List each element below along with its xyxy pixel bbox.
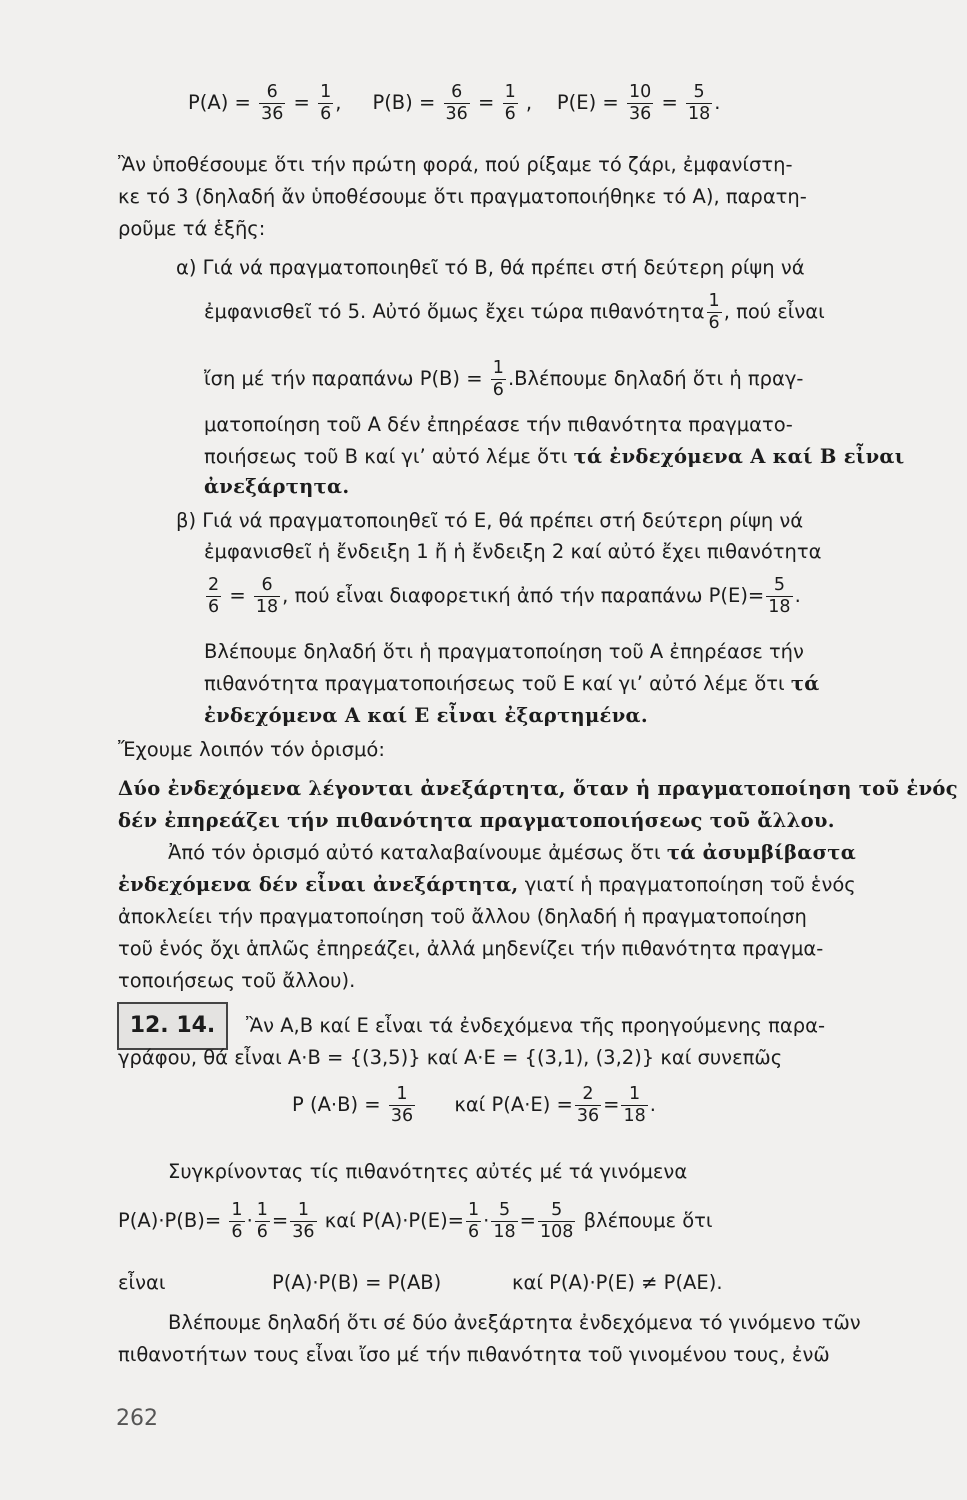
definition-line-1: Δύο ἐνδεχόμενα λέγονται ἀνεξάρτητα, ὅταν ἡ πραγματοποίηση τοῦ ἑνός (118, 777, 958, 800)
beta-line-6: ἐνδεχόμενα A καί E εἶναι ἐξαρτημένα. (204, 704, 648, 727)
section-line-2: γράφου, θά εἶναι A·B = {(3,5)} καί A·E = {(3,1), (3,2)} καί συνεπῶς (118, 1046, 783, 1069)
products-line: P(A)·P(B)= $\frac{1}{6}$ · $\frac{1}{6}$ = $\frac{1}{36}$ καί P(A)·P(E)= $\frac{1}{6}$ · $\frac{5}{18}$ = $\frac{5}{108}$ βλέπουμε ὅτι (118, 1200, 713, 1242)
section-line-1: Ἂν A,B καί E εἶναι τά ἐνδεχόμενα τῆς προηγούμενης παρα- (246, 1014, 826, 1037)
alpha-line-1: α) Γιά νά πραγματοποιηθεῖ τό B, θά πρέπει στή δεύτερη ρίψη νά (176, 256, 805, 279)
consequence-line-2: ἐνδεχόμενα δέν εἶναι ἀνεξάρτητα, γιατί ἡ πραγματοποίηση τοῦ ἑνός (118, 873, 856, 896)
intro-line-2: κε τό 3 (δηλαδή ἄν ὑποθέσουμε ὅτι πραγματοποιήθηκε τό A), παρατη- (118, 185, 807, 208)
alpha-line-2: ἐμφανισθεῖ τό 5. Αὐτό ὅμως ἔχει τώρα πιθανότητα $\frac{1}{6}$ , πού εἶναι (204, 291, 825, 333)
final-line-2: πιθανοτήτων τους εἶναι ἴσο μέ τήν πιθανότητα τοῦ γινομένου τους, ἐνῶ (118, 1343, 830, 1366)
relation-1: P(A)·P(B) = P(AB) (272, 1271, 442, 1294)
consequence-line-4: τοῦ ἑνός ὄχι ἁπλῶς ἐπηρεάζει, ἀλλά μηδενίζει τήν πιθανότητα πραγμα- (118, 937, 824, 960)
beta-line-2: ἐμφανισθεῖ ἡ ἔνδειξη 1 ἤ ἡ ἔνδειξη 2 καί αὐτό ἔχει πιθανότητα (204, 540, 822, 563)
definition-intro: Ἔχουμε λοιπόν τόν ὁρισμό: (118, 738, 385, 761)
section-number-box: 12. 14. (117, 1002, 228, 1050)
alpha-line-4: ματοποίηση τοῦ A δέν ἐπηρέασε τήν πιθανότητα πραγματο- (204, 413, 793, 436)
einai-label: εἶναι (118, 1271, 166, 1294)
intro-line-1: Ἂν ὑποθέσουμε ὅτι τήν πρώτη φορά, πού ρίξαμε τό ζάρι, ἐμφανίστη- (118, 153, 793, 176)
beta-line-4: Βλέπουμε δηλαδή ὅτι ἡ πραγματοποίηση τοῦ A ἐπηρέασε τήν (204, 640, 804, 663)
consequence-line-3: ἀποκλείει τήν πραγματοποίηση τοῦ ἄλλου (δηλαδή ἡ πραγματοποίηση (118, 905, 807, 928)
consequence-line-5: τοποιήσεως τοῦ ἄλλου). (118, 969, 356, 992)
definition-line-2: δέν ἐπηρεάζει τήν πιθανότητα πραγματοποιήσεως τοῦ ἄλλου. (118, 809, 835, 832)
page-number: 262 (116, 1406, 158, 1431)
alpha-line-3: ἴση μέ τήν παραπάνω P(B) = $\frac{1}{6}$ .Βλέπουμε δηλαδή ὅτι ἡ πραγ- (204, 358, 804, 400)
relation-2: καί P(A)·P(E) ≠ P(AE). (512, 1271, 723, 1294)
compare-line: Συγκρίνοντας τίς πιθανότητες αὐτές μέ τά γινόμενα (168, 1160, 688, 1183)
alpha-line-6: ἀνεξάρτητα. (204, 475, 350, 498)
product-probabilities: P (A·B) = $\frac{1}{36}$ καί P(A·E) = $\frac{2}{36}$ = $\frac{1}{18}$ . (292, 1084, 656, 1126)
beta-line-5: πιθανότητα πραγματοποιήσεως τοῦ E καί γι’ αὐτό λέμε ὅτι τά (204, 672, 820, 695)
alpha-line-5: ποιήσεως τοῦ B καί γι’ αὐτό λέμε ὅτι τά ἐνδεχόμενα A καί B εἶναι (204, 445, 905, 468)
beta-line-1: β) Γιά νά πραγματοποιηθεῖ τό E, θά πρέπει στή δεύτερη ρίψη νά (176, 509, 804, 532)
beta-line-3: $\frac{2}{6}$ = $\frac{6}{18}$ , πού εἶναι διαφορετική ἀπό τήν παραπάνω P(E)= $\frac{5}{18}$ . (208, 575, 801, 617)
consequence-line-1: Ἀπό τόν ὁρισμό αὐτό καταλαβαίνουμε ἀμέσως ὅτι τά ἀσυμβίβαστα (168, 841, 857, 864)
intro-line-3: ροῦμε τά ἑξῆς: (118, 217, 266, 240)
probability-definitions: P(A) = $\frac{6}{36}$ = $\frac{1}{6}$ , P(B) = $\frac{6}{36}$ = $\frac{1}{6}$ , P(E) = $\frac{10}{36}$ = $\frac{5}{18}$ . (188, 82, 721, 124)
final-line-1: Βλέπουμε δηλαδή ὅτι σέ δύο ἀνεξάρτητα ἐνδεχόμενα τό γινόμενο τῶν (168, 1311, 861, 1334)
